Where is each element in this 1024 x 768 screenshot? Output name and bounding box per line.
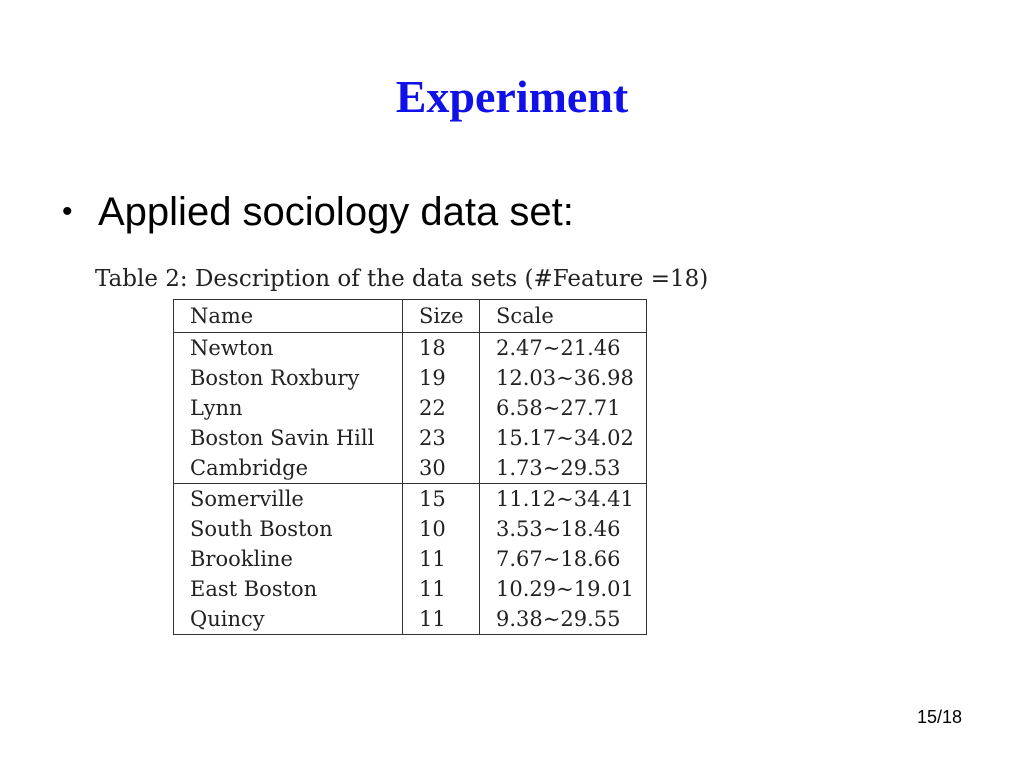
cell-scale: 3.53∼18.46 [496, 517, 621, 541]
cell-scale: 11.12∼34.41 [496, 487, 634, 511]
cell-name: Lynn [174, 393, 403, 423]
cell-size: 11 [403, 604, 480, 635]
cell-name: Boston Savin Hill [174, 423, 403, 453]
table-caption: Table 2: Description of the data sets (#Feature =18) [95, 266, 709, 292]
table-row [174, 544, 647, 574]
slide-title: Experiment [395, 71, 629, 122]
table-group-1 [174, 333, 647, 484]
cell-size: 18 [403, 333, 480, 364]
table-row [174, 514, 647, 544]
cell-size: 30 [403, 453, 480, 484]
cell-size: 23 [403, 423, 480, 453]
cell-name: Quincy [174, 604, 403, 635]
table-row [174, 574, 647, 604]
cell-name: Brookline [174, 544, 403, 574]
cell-name: East Boston [174, 574, 403, 604]
cell-scale: 1.73∼29.53 [480, 453, 647, 484]
cell-name: Boston Roxbury [174, 363, 403, 393]
cell-scale: 10.29∼19.01 [496, 577, 634, 601]
cell-size: 10 [403, 514, 480, 544]
data-sets-table [173, 299, 647, 635]
page-number: 15/18 [916, 707, 962, 727]
cell-scale: 15.17∼34.02 [496, 426, 634, 450]
cell-name: Newton [174, 333, 403, 364]
cell-scale: 2.47∼21.46 [496, 336, 621, 360]
column-header-size: Size [403, 300, 480, 333]
column-header-scale: Scale [480, 300, 647, 333]
table-row [174, 333, 647, 364]
table-group-2 [174, 484, 647, 635]
bullet-icon: • [62, 195, 73, 228]
cell-size: 19 [403, 363, 480, 393]
table-row [174, 393, 647, 423]
cell-scale: 7.67∼18.66 [496, 547, 621, 571]
table-row [174, 604, 647, 635]
table-row [174, 423, 647, 453]
cell-size: 22 [403, 393, 480, 423]
column-header-name: Name [174, 300, 403, 333]
cell-name: Somerville [174, 484, 403, 515]
cell-name: Cambridge [174, 453, 403, 484]
table-row [174, 363, 647, 393]
table-row [174, 453, 647, 484]
cell-name: South Boston [174, 514, 403, 544]
cell-size: 11 [403, 574, 480, 604]
cell-size: 11 [403, 544, 480, 574]
cell-scale: 12.03∼36.98 [496, 366, 634, 390]
cell-scale: 9.38∼29.55 [496, 607, 621, 631]
table-row [174, 484, 647, 515]
cell-scale: 6.58∼27.71 [496, 396, 621, 420]
cell-size: 15 [403, 484, 480, 515]
table-header-row [174, 300, 647, 333]
bullet-text: Applied sociology data set: [98, 190, 574, 234]
bullet-item [62, 190, 574, 235]
